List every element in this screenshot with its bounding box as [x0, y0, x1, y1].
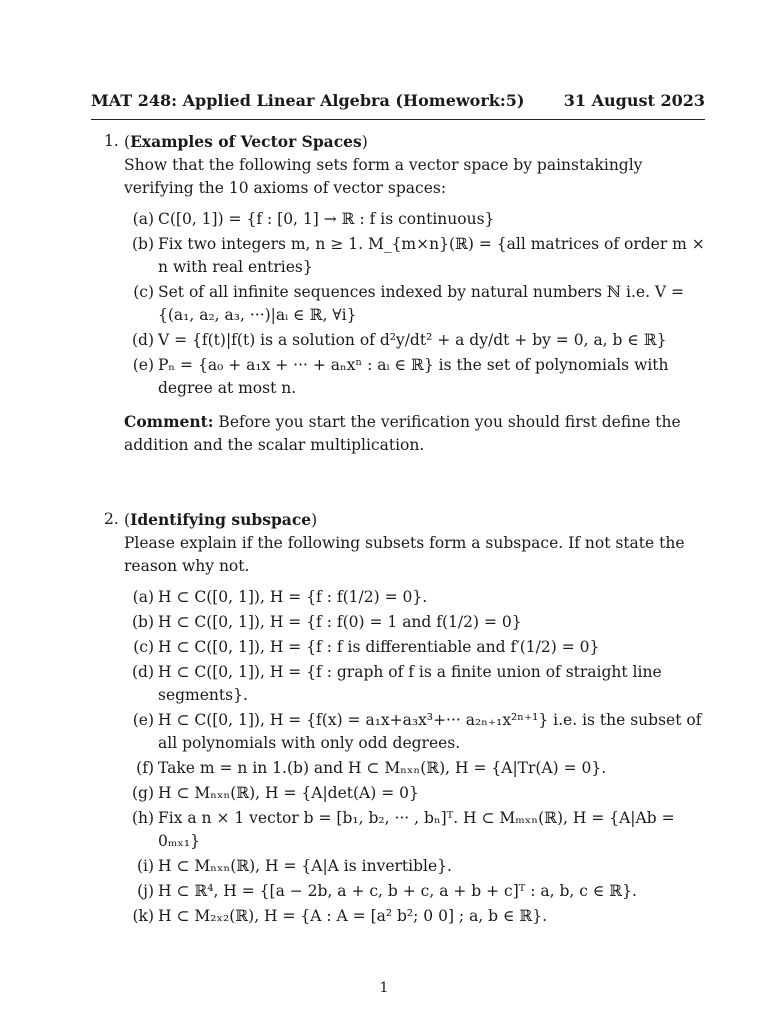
header-date: 31 August 2023 — [563, 91, 705, 110]
list-item: (c) Set of all infinite sequences indexed by natural numbers ℕ i.e. V = {(a₁, a₂, a₃, ···)|aᵢ ∈ ℝ, ∀i} — [133, 283, 685, 324]
problem-number: 1. — [104, 132, 119, 150]
problem-number: 2. — [104, 510, 119, 528]
list-item: (k) H ⊂ M₂ₓ₂(ℝ), H = {A : A = [a² b²; 0 0] ; a, b ∈ ℝ}. — [132, 907, 548, 925]
comment-text: Before you start the verification you should first define the addition and the scalar multiplication. — [124, 413, 681, 454]
list-item: (h) Fix a n × 1 vector b = [b₁, b₂, ··· , bₙ]ᵀ. H ⊂ Mₘₓₙ(ℝ), H = {A|Ab = 0ₘₓ₁} — [131, 809, 675, 850]
list-item: (b) H ⊂ C([0, 1]), H = {f : f(0) = 1 and f(1/2) = 0} — [131, 613, 522, 631]
list-item: (c) H ⊂ C([0, 1]), H = {f : f is differentiable and f′(1/2) = 0} — [133, 638, 600, 656]
list-item: (g) H ⊂ Mₙₓₙ(ℝ), H = {A|det(A) = 0} — [131, 784, 419, 802]
list-item: (e) H ⊂ C([0, 1]), H = {f(x) = a₁x+a₃x³+··· a₂ₙ₊₁x²ⁿ⁺¹} i.e. is the subset of all polynomials with only odd degrees. — [132, 711, 702, 752]
list-item: (d) H ⊂ C([0, 1]), H = {f : graph of f is a finite union of straight line segments}. — [131, 663, 662, 704]
list-item: (a) H ⊂ C([0, 1]), H = {f : f(1/2) = 0}. — [132, 588, 428, 606]
list-item: (j) H ⊂ ℝ⁴, H = {[a − 2b, a + c, b + c, a + b + c]ᵀ : a, b, c ∈ ℝ}. — [137, 882, 637, 900]
page-header — [91, 91, 705, 110]
problem-1-parts — [124, 208, 705, 400]
list-item: (i) H ⊂ Mₙₓₙ(ℝ), H = {A|A is invertible}. — [136, 857, 452, 875]
problem-title: Examples of Vector Spaces — [130, 132, 362, 151]
problem-1-heading: 1. (Examples of Vector Spaces) — [104, 130, 705, 154]
list-item: (d) V = {f(t)|f(t) is a solution of d²y/dt² + a dy/dt + by = 0, a, b ∈ ℝ} — [131, 331, 667, 349]
header-rule — [91, 119, 705, 120]
course-title: MAT 248: Applied Linear Algebra (Homework:5) — [91, 91, 525, 110]
list-item: (b) Fix two integers m, n ≥ 1. M_{m×n}(ℝ) = {all matrices of order m × n with real entries} — [131, 235, 705, 276]
problem-2 — [104, 508, 705, 930]
problem-title: Identifying subspace — [130, 510, 312, 529]
problem-2-heading: 2. (Identifying subspace) — [104, 508, 705, 532]
problem-intro: Please explain if the following subsets form a subspace. If not state the reason why not. — [124, 534, 685, 575]
list-item: (e) Pₙ = {a₀ + a₁x + ··· + aₙxⁿ : aᵢ ∈ ℝ} is the set of polynomials with degree at most n. — [132, 356, 669, 397]
problem-1 — [104, 130, 705, 457]
problem-2-parts — [124, 586, 705, 928]
list-item: (a) C([0, 1]) = {f : [0, 1] → ℝ : f is continuous} — [132, 210, 495, 228]
page-number: 1 — [379, 980, 389, 996]
problem-intro: Show that the following sets form a vector space by painstakingly verifying the 10 axioms of vector spaces: — [124, 156, 643, 197]
list-item: (f) Take m = n in 1.(b) and H ⊂ Mₙₓₙ(ℝ), H = {A|Tr(A) = 0}. — [136, 759, 607, 777]
comment-label: Comment: — [124, 412, 214, 431]
problem-comment — [124, 410, 705, 457]
